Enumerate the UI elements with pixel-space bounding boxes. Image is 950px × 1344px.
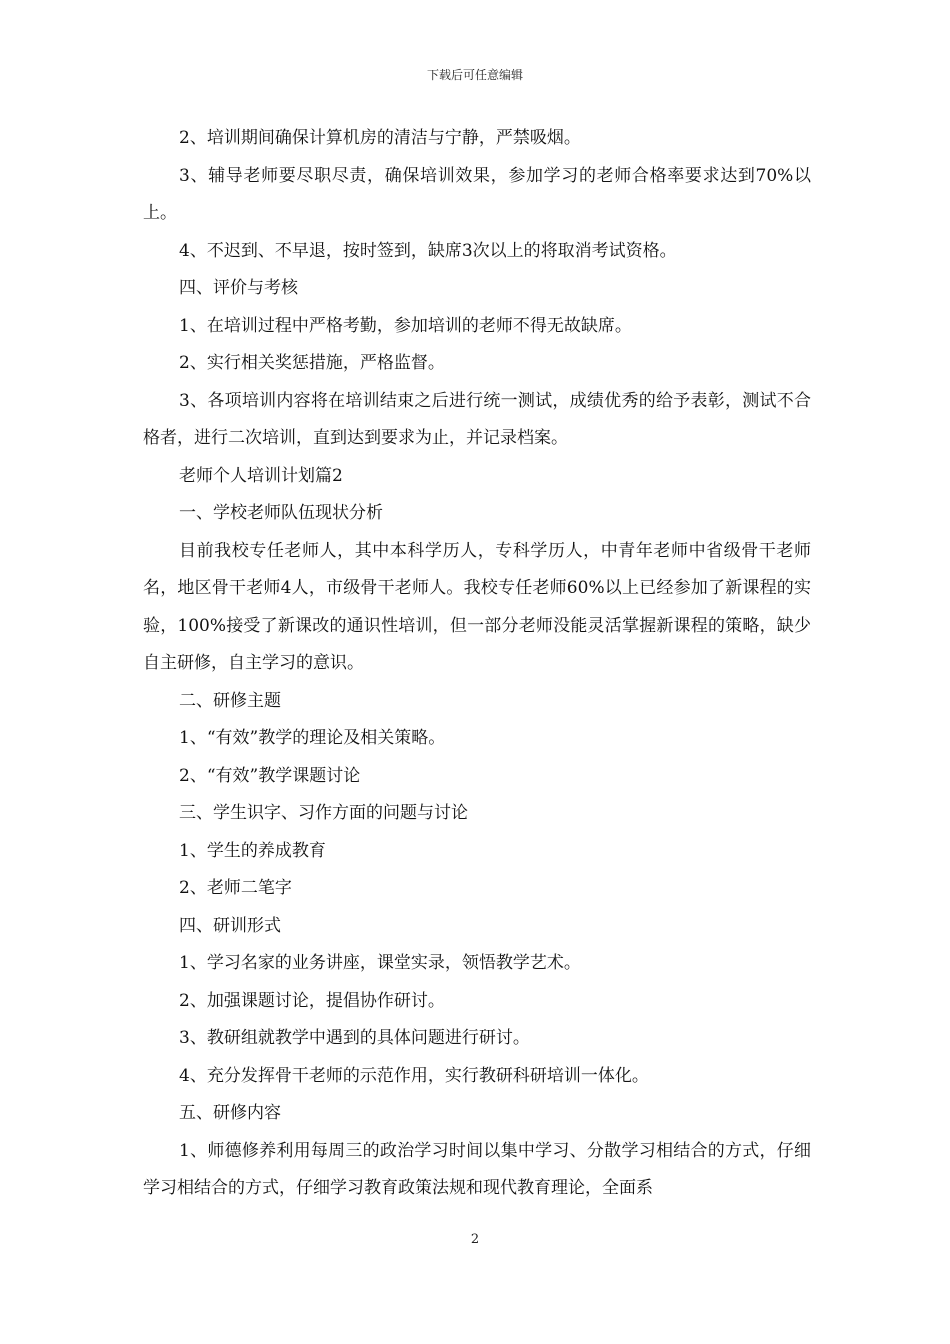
paragraph: 2、实行相关奖惩措施，严格监督。 xyxy=(179,353,445,373)
paragraph: 1、“有效”教学的理论及相关策略。 xyxy=(179,728,446,748)
paragraph: 1、学生的养成教育 xyxy=(179,840,326,861)
paragraph: 1、师德修养利用每周三的政治学习时间以集中学习、分散学习相结合的方式，仔细学习相结合的方式，仔细学习教育政策法规和现代教育理论，全面系 xyxy=(143,1140,811,1198)
paragraph: 2、培训期间确保计算机房的清洁与宁静，严禁吸烟。 xyxy=(179,128,581,148)
page-number: 2 xyxy=(470,1232,480,1247)
paragraph: 3、辅导老师要尽职尽责，确保培训效果，参加学习的老师合格率要求达到70%以上。 xyxy=(143,165,811,223)
document-body xyxy=(143,120,811,1208)
document-title: 老师个人培训计划篇2 xyxy=(179,465,343,486)
paragraph: 1、学习名家的业务讲座，课堂实录，领悟教学艺术。 xyxy=(179,953,581,973)
page-header: 下载后可任意编辑 xyxy=(426,68,523,82)
paragraph: 1、在培训过程中严格考勤，参加培训的老师不得无故缺席。 xyxy=(179,315,632,336)
section-heading: 四、评价与考核 xyxy=(179,278,298,298)
paragraph: 4、充分发挥骨干老师的示范作用，实行教研科研培训一体化。 xyxy=(179,1065,649,1086)
paragraph: 2、老师二笔字 xyxy=(179,878,292,898)
paragraph: 目前我校专任老师人，其中本科学历人，专科学历人，中青年老师中省级骨干老师名，地区骨干老师4人，市级骨干老师人。我校专任老师60%以上已经参加了新课程的实验，100%接受了新课改的通识性培训，但一部分老师没能灵活掌握新课程的策略，缺少自主研修，自主学习的意识。 xyxy=(143,540,811,673)
paragraph: 4、不迟到、不早退，按时签到，缺席3次以上的将取消考试资格。 xyxy=(179,240,677,261)
section-heading: 二、研修主题 xyxy=(179,690,281,711)
section-heading: 一、学校老师队伍现状分析 xyxy=(179,503,383,523)
paragraph: 2、“有效”教学课题讨论 xyxy=(179,765,361,786)
paragraph: 3、各项培训内容将在培训结束之后进行统一测试，成绩优秀的给予表彰，测试不合格者，进行二次培训，直到达到要求为止，并记录档案。 xyxy=(143,390,811,448)
section-heading: 五、研修内容 xyxy=(179,1103,281,1123)
section-heading: 四、研训形式 xyxy=(179,915,281,936)
paragraph: 2、加强课题讨论，提倡协作研讨。 xyxy=(179,990,445,1011)
paragraph: 3、教研组就教学中遇到的具体问题进行研讨。 xyxy=(179,1028,530,1048)
section-heading: 三、学生识字、习作方面的问题与讨论 xyxy=(179,803,468,823)
